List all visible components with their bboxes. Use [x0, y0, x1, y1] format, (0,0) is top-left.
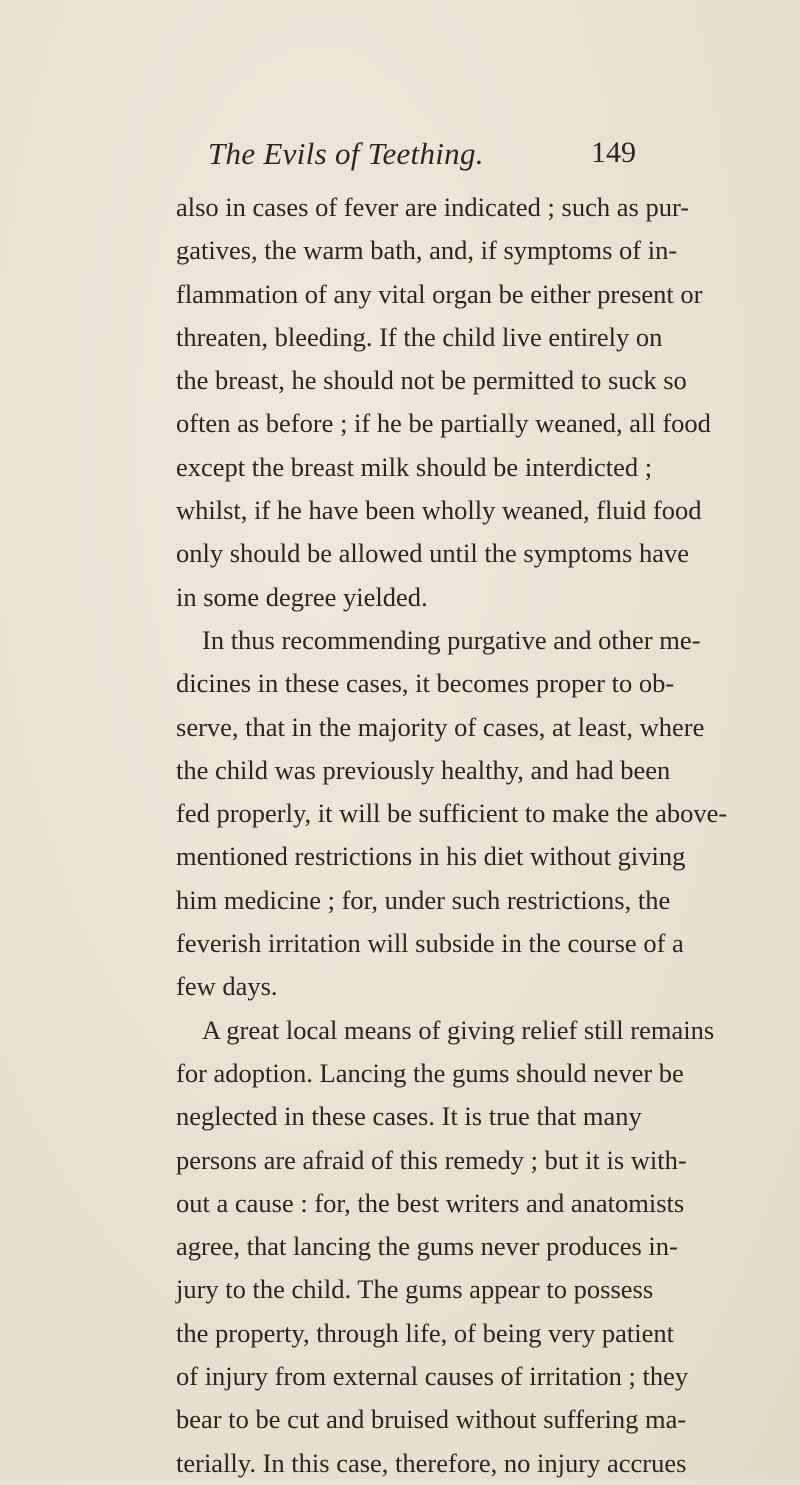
text-line: the property, through life, of being very patient [176, 1317, 674, 1348]
text-line: mentioned restrictions in his diet without giving [176, 841, 686, 872]
text-line: often as before ; if he be partially weaned, all food [176, 408, 711, 439]
text-line: him medicine ; for, under such restrictions, the [176, 884, 671, 915]
text-line: agree, that lancing the gums never produces in- [176, 1231, 678, 1262]
text-line: threaten, bleeding. If the child live entirely on [176, 321, 663, 352]
text-line: flammation of any vital organ be either present or [176, 278, 703, 309]
text-line: In thus recommending purgative and other me- [202, 624, 701, 655]
text-line: neglected in these cases. It is true that many [176, 1101, 642, 1132]
text-line: out a cause : for, the best writers and anatomists [176, 1187, 685, 1218]
text-line: terially. In this case, therefore, no injury accrues [176, 1447, 687, 1478]
text-line: only should be allowed until the symptoms have [176, 538, 690, 569]
text-line: feverish irritation will subside in the course of a [176, 928, 684, 959]
text-line: the child was previously healthy, and had been [176, 754, 671, 785]
text-line: bear to be cut and bruised without suffering ma- [176, 1404, 687, 1435]
text-line: of injury from external causes of irritation ; they [176, 1361, 689, 1392]
text-line: jury to the child. The gums appear to possess [176, 1274, 654, 1305]
body-text [176, 186, 728, 1485]
running-title: The Evils of Teething. [208, 136, 484, 171]
running-head [150, 136, 636, 180]
text-line: also in cases of fever are indicated ; such as pur- [176, 192, 690, 222]
text-line: the breast, he should not be permitted to suck so [176, 365, 687, 396]
text-line: serve, that in the majority of cases, at least, where [176, 711, 705, 742]
text-line: except the breast milk should be interdicted ; [176, 451, 653, 482]
text-line: in some degree yielded. [176, 581, 428, 612]
text-line: gatives, the warm bath, and, if symptoms of in- [176, 235, 678, 266]
text-line: dicines in these cases, it becomes proper to ob- [176, 668, 675, 699]
page-number: 149 [591, 136, 636, 169]
text-line: whilst, if he have been wholly weaned, fluid food [176, 495, 702, 526]
text-line: few days. [176, 971, 278, 1002]
text-line: fed properly, it will be sufficient to make the above- [176, 798, 728, 829]
text-line: persons are afraid of this remedy ; but it is with- [176, 1144, 687, 1175]
text-line: A great local means of giving relief still remains [202, 1014, 715, 1045]
text-line: for adoption. Lancing the gums should never be [176, 1057, 684, 1088]
